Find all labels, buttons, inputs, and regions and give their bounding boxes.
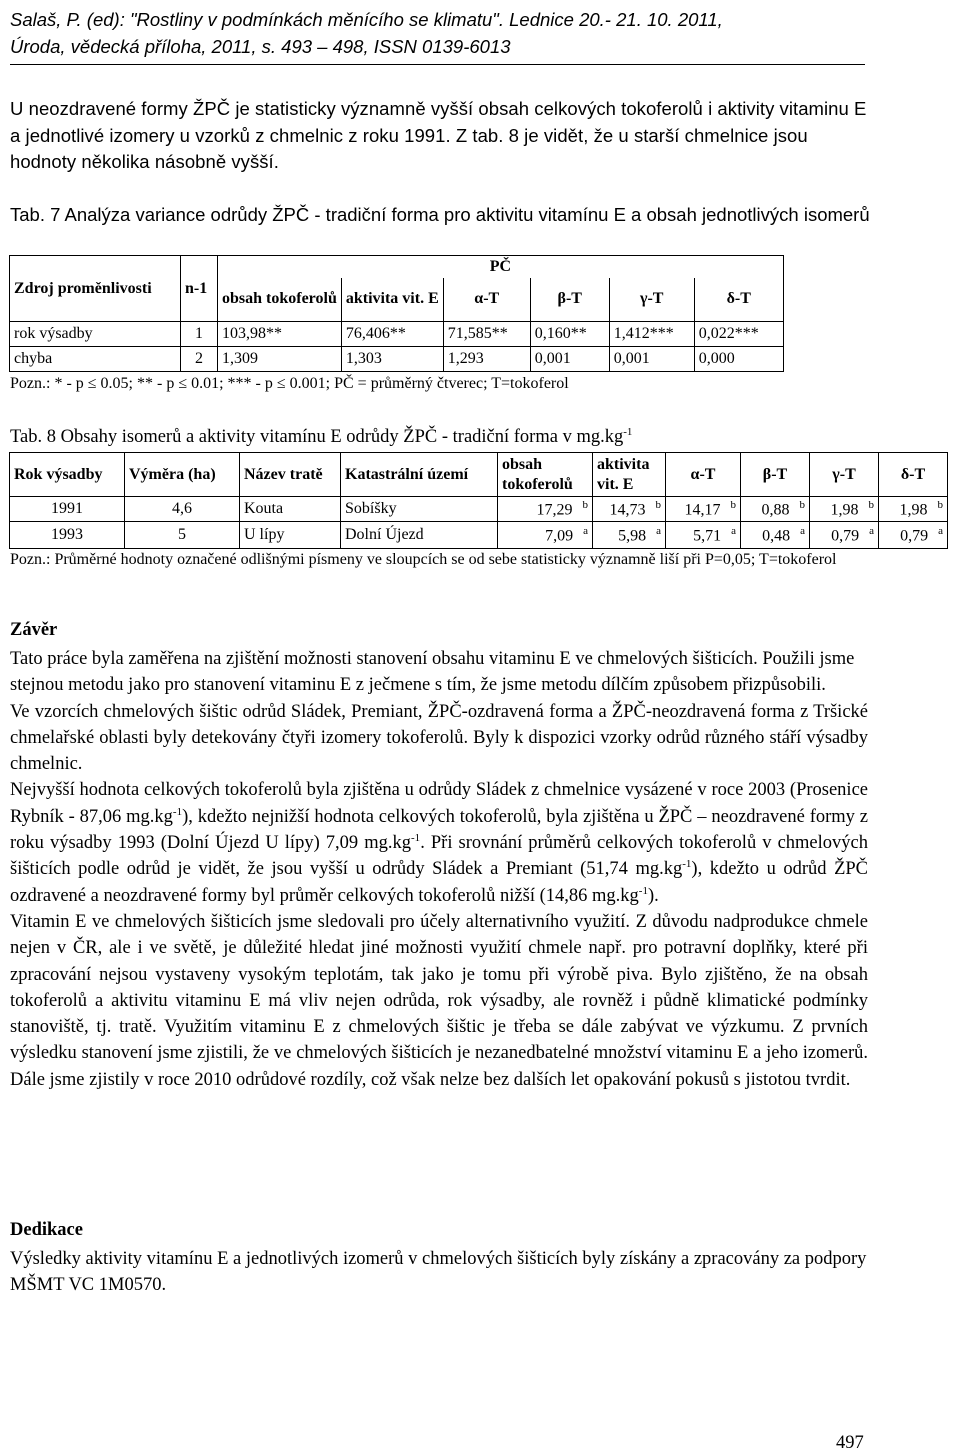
table-cell: [741, 522, 810, 549]
table-cell: chyba: [10, 347, 181, 372]
table7: [9, 255, 784, 372]
cell-value: 0,48: [762, 527, 791, 545]
cell-value: 0,88: [761, 501, 790, 519]
table-cell: 1,309: [218, 347, 342, 372]
cell-value: 0,79: [900, 527, 929, 545]
table8-caption-sup: -1: [623, 426, 633, 438]
table-cell: 103,98**: [218, 322, 342, 347]
zaver-paragraph-2: Ve vzorcích chmelových šištic odrůd Sládek, Premiant, ŽPČ-ozdravená forma a ŽPČ-neozdravená forma z Tršické chmelařské oblasti byly detekovány čtyři izomery tokoferolů. Byly k dispozici vzorky odrůd různého stáří výsadby chmelnic.: [10, 701, 868, 775]
table-cell: 2: [181, 347, 218, 372]
table7-header-source: Zdroj proměnlivosti: [10, 256, 181, 322]
table8-header-gamma: γ-T: [810, 453, 879, 497]
zaver-paragraph-4: Vitamin E ve chmelových šišticích jsme sledovali pro účely alternativního využití. Z důvodu nadprodukce chmele nejen v ČR, ale i ve světě, je důležité hledat jiné možnosti využití chmele např. pro potravní doplňky, které při zpracování nejsou vystaveny vysokým teplotám, tak jako je tomu při výrobě piva. Bylo zjištěno, že na obsah tokoferolů a aktivitu vitaminu E má vliv nejen odrůda, rok výsadby, ale rovněž i půdně klimatické podmínky stanoviště, tj. tratě. Využitím vitaminu E z chmelových šištic je třeba se dále zabývat ve výzkumu. Z prvních výsledku stanovení jsme zjistili, že ve chmelových šišticích je nezanedbatelné množství vitaminu E a jeho izomerů. Dále jsme zjistily v roce 2010 odrůdové rozdíly, což však nelze bez dalších let opakování pokusů s jistotou tvrdit.: [10, 911, 868, 1090]
table-cell: [810, 497, 879, 522]
table8-header-activity: aktivita vit. E: [593, 453, 666, 497]
intro-paragraph: U neozdravené formy ŽPČ je statisticky významně vyšší obsah celkových tokoferolů i aktivity vitaminu E a jednotlivé izomery u vzorků z chmelnic z roku 1991. Z tab. 8 je vidět, že u starší chmelnice jsou hodnoty několika násobně vyšší.: [10, 98, 867, 172]
table-cell: 1991: [10, 497, 125, 522]
table-cell: 1993: [10, 522, 125, 549]
table-cell: [810, 522, 879, 549]
significance-letter: b: [655, 498, 661, 511]
table-cell: Kouta: [240, 497, 341, 522]
section-heading-zaver: Závěr: [10, 620, 58, 640]
table-cell: 0,160**: [530, 322, 609, 347]
zaver-paragraph-3: [10, 777, 868, 908]
header-line-1: Salaš, P. (ed): "Rostliny v podmínkách měnícího se klimatu". Lednice 20.- 21. 10. 2011,: [10, 9, 723, 30]
cell-value: 17,29: [536, 501, 573, 519]
cell-value: 14,17: [684, 501, 721, 519]
table8: [9, 452, 948, 549]
table-cell: U lípy: [240, 522, 341, 549]
cell-value: 5,98: [618, 527, 647, 545]
table-row: [10, 322, 784, 347]
table8-caption-text: Tab. 8 Obsahy isomerů a aktivity vitamínu E odrůdy ŽPČ - tradiční forma v mg.kg: [10, 427, 624, 448]
zaver-paragraph-1: Tato práce byla zaměřena na zjištění možnosti stanovení obsahu vitaminu E ve chmelových šišticích. Použili jsme stejnou metodu jako pro stanovení vitaminu E z ječmene s tím, že jsme metodu dílčím způsobem přizpůsobili.: [10, 649, 855, 696]
table-cell: 0,001: [530, 347, 609, 372]
zaver-p3-part-e: ).: [647, 885, 659, 906]
table7-header-alpha: α-T: [443, 278, 530, 322]
table-cell: 1,412***: [609, 322, 694, 347]
table7-header-df: n-1: [181, 256, 218, 322]
table-cell: [879, 497, 948, 522]
table-row: [10, 347, 784, 372]
table7-header-delta: δ-T: [694, 278, 783, 322]
table-cell: 0,022***: [694, 322, 783, 347]
table-cell: 5: [125, 522, 240, 549]
cell-value: 1,98: [899, 501, 928, 519]
table-cell: [498, 497, 593, 522]
zaver-p3-part-c: . Při srovnání průměrů celkových tokoferolů v chmelových šišticích podle odrůd je vidět, že jsou vyšší u odrůdy Sládek a Premiant (51,74 mg.kg: [10, 833, 868, 880]
table-row: [10, 522, 948, 549]
section-heading-dedikace: Dedikace: [10, 1220, 83, 1240]
unit-exponent: -1: [411, 831, 421, 844]
table-cell: 1,293: [443, 347, 530, 372]
unit-exponent: -1: [172, 805, 183, 818]
cell-value: 14,73: [609, 501, 646, 519]
table8-header-content: obsah tokoferolů: [498, 453, 593, 497]
significance-letter: b: [799, 498, 805, 511]
significance-letter: a: [869, 524, 874, 537]
table-cell: [593, 497, 666, 522]
table-cell: Dolní Újezd: [341, 522, 498, 549]
significance-letter: b: [730, 498, 736, 511]
table-cell: 76,406**: [341, 322, 443, 347]
table-cell: [879, 522, 948, 549]
table7-header-gamma: γ-T: [609, 278, 694, 322]
table8-note: Pozn.: Průměrné hodnoty označené odlišnými písmeny ve sloupcích se od sebe statisticky významně liší při P=0,05; T=tokoferol: [10, 551, 837, 568]
zaver-p3-part-d: ), kdežto u odrůd ŽPČ ozdravené a neozdravené formy byl průměr celkových tokoferolů nižší (14,86 mg.kg: [10, 859, 869, 906]
table7-header-activity: aktivita vit. E: [341, 278, 443, 322]
zaver-p3-part-a: Nejvyšší hodnota celkových tokoferolů byla zjištěna u odrůdy Sládek z chmelnice vysázené v roce 2003 (Prosenice Rybník - 87,06 mg.kg: [10, 780, 868, 827]
zaver-body: [10, 646, 868, 1093]
table7-header-content: obsah tokoferolů: [218, 278, 342, 322]
cell-value: 7,09: [545, 527, 574, 545]
table8-header-cadastral: Katastrální území: [341, 453, 498, 497]
table-cell: [741, 497, 810, 522]
significance-letter: b: [937, 498, 943, 511]
table8-header-area: Výměra (ha): [125, 453, 240, 497]
significance-letter: a: [583, 524, 588, 537]
table8-caption: [10, 426, 632, 448]
cell-value: 0,79: [831, 527, 860, 545]
table-cell: Sobíšky: [341, 497, 498, 522]
significance-letter: b: [582, 498, 588, 511]
table8-header-delta: δ-T: [879, 453, 948, 497]
table-cell: [498, 522, 593, 549]
significance-letter: a: [656, 524, 661, 537]
significance-letter: a: [800, 524, 805, 537]
table-cell: 1: [181, 322, 218, 347]
header-line-2: Úroda, vědecká příloha, 2011, s. 493 – 498, ISSN 0139-6013: [10, 36, 511, 57]
dedikace-body: Výsledky aktivity vitamínu E a jednotlivých izomerů v chmelových šišticích byly získány a zpracovány za podpory MŠMT VC 1M0570.: [10, 1249, 867, 1296]
header-rule: [10, 64, 865, 65]
unit-exponent: -1: [682, 858, 692, 871]
table7-caption: Tab. 7 Analýza variance odrůdy ŽPČ - tradiční forma pro aktivitu vitamínu E a obsah jednotlivých isomerů: [10, 204, 870, 225]
table-cell: 4,6: [125, 497, 240, 522]
table-cell: [593, 522, 666, 549]
cell-value: 5,71: [693, 527, 722, 545]
significance-letter: a: [731, 524, 736, 537]
table-cell: [666, 497, 741, 522]
table-row: [10, 497, 948, 522]
table8-header-track: Název tratě: [240, 453, 341, 497]
table-cell: rok výsadby: [10, 322, 181, 347]
significance-letter: b: [868, 498, 874, 511]
table8-header-beta: β-T: [741, 453, 810, 497]
table7-header-beta: β-T: [530, 278, 609, 322]
table7-note: Pozn.: * - p ≤ 0.05; ** - p ≤ 0.01; *** - p ≤ 0.001; PČ = průměrný čtverec; T=tokoferol: [10, 375, 569, 392]
table8-header-year: Rok výsadby: [10, 453, 125, 497]
running-header: [10, 6, 870, 60]
page-number: 497: [836, 1433, 864, 1453]
significance-letter: a: [938, 524, 943, 537]
table8-header-alpha: α-T: [666, 453, 741, 497]
unit-exponent: -1: [638, 884, 648, 897]
table-cell: 71,585**: [443, 322, 530, 347]
table7-group-header: PČ: [218, 256, 784, 278]
table-cell: 0,000: [694, 347, 783, 372]
table-cell: 1,303: [341, 347, 443, 372]
zaver-p3-part-b: ), kdežto nejnižší hodnota celkových tokoferolů, byla zjištěna u ŽPČ – neozdravené formy z roku výsadby 1993 (Dolní Újezd U lípy) 7,09 mg.kg: [10, 806, 868, 854]
table-cell: 0,001: [609, 347, 694, 372]
table-cell: [666, 522, 741, 549]
cell-value: 1,98: [830, 501, 859, 519]
